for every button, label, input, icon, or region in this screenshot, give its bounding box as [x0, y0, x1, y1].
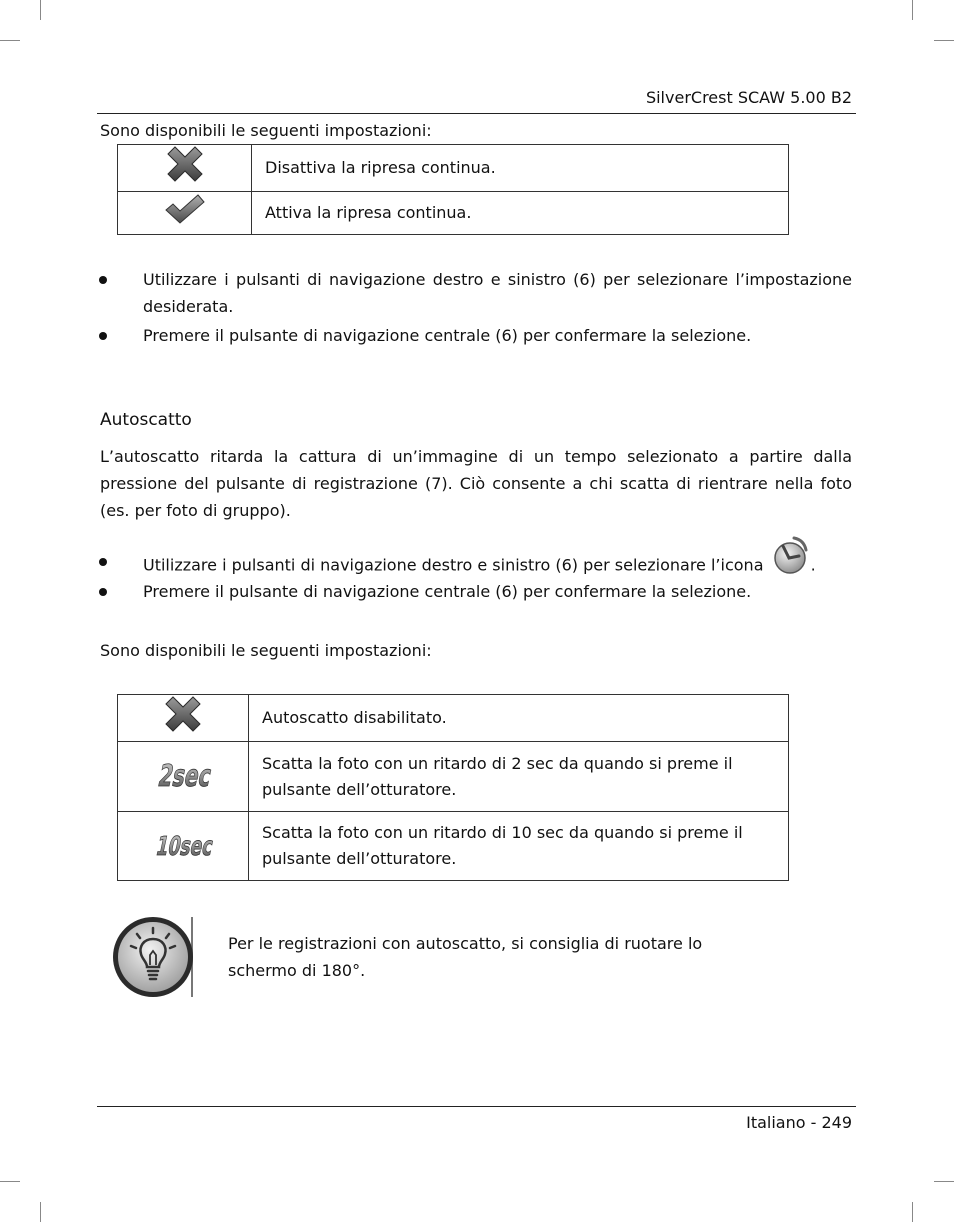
table-icon-cell	[118, 812, 249, 881]
bullet	[99, 588, 107, 596]
section-heading: Autoscatto	[100, 410, 192, 430]
bullet	[99, 276, 107, 284]
table-description: Scatta la foto con un ritardo di 2 sec da quando si preme il pulsante dell’otturatore.	[249, 742, 789, 812]
header-rule	[97, 113, 856, 114]
table-row	[118, 145, 789, 192]
table-row	[118, 192, 789, 235]
crop-mark	[0, 40, 20, 41]
instruction-text-part: .	[810, 555, 816, 575]
table-row	[118, 695, 789, 742]
timer-10sec-icon	[151, 817, 245, 867]
timer-10sec-label: 10sec	[153, 832, 245, 862]
selftimer-icon	[769, 534, 811, 584]
footer-rule	[97, 1106, 856, 1107]
lightbulb-icon	[110, 915, 196, 999]
check-icon	[164, 193, 206, 225]
settings-intro: Sono disponibili le seguenti impostazioni:	[100, 641, 432, 660]
instruction-text: Utilizzare i pulsanti di navigazione destro e sinistro (6) per selezionare l’impostazione desiderata.	[143, 270, 852, 316]
table-description: Disattiva la ripresa continua.	[252, 145, 789, 192]
bullet	[99, 332, 107, 340]
table-icon-cell	[118, 695, 249, 742]
table-description: Scatta la foto con un ritardo di 10 sec da quando si preme il pulsante dell’otturatore.	[249, 812, 789, 881]
crop-mark	[934, 1181, 954, 1182]
crop-mark	[40, 0, 41, 20]
crop-mark	[40, 1202, 41, 1222]
table-row	[118, 742, 789, 812]
crop-mark	[0, 1181, 20, 1182]
timer-2sec-icon	[151, 748, 240, 798]
instruction-text: Premere il pulsante di navigazione centrale (6) per confermare la selezione.	[143, 326, 752, 345]
table-icon-cell	[118, 742, 249, 812]
cross-icon	[162, 695, 204, 733]
crop-mark	[912, 1202, 913, 1222]
timer-2sec-label: 2sec	[155, 758, 240, 794]
header-title: SilverCrest SCAW 5.00 B2	[645, 88, 852, 107]
crop-mark	[934, 40, 954, 41]
page-number: Italiano - 249	[746, 1113, 852, 1132]
table-row	[118, 812, 789, 881]
cross-icon	[164, 145, 206, 183]
section-paragraph: L’autoscatto ritarda la cattura di un’immagine di un tempo selezionato a partire dalla pressione del pulsante di registrazione (7). Ciò consente a chi scatta di rientrare nella foto (es. per foto di gruppo).	[100, 447, 852, 520]
table-icon-cell	[118, 192, 252, 235]
continuous-settings-table	[117, 144, 789, 235]
table-description: Attiva la ripresa continua.	[252, 192, 789, 235]
settings-intro: Sono disponibili le seguenti impostazioni:	[100, 121, 432, 140]
bullet	[99, 558, 107, 566]
table-icon-cell	[118, 145, 252, 192]
selftimer-settings-table	[117, 694, 789, 881]
tip-icon-wrapper	[110, 915, 196, 999]
table-description: Autoscatto disabilitato.	[249, 695, 789, 742]
instruction-text-part: Utilizzare i pulsanti di navigazione destro e sinistro (6) per selezionare l’icona	[143, 555, 764, 575]
tip-text: Per le registrazioni con autoscatto, si consiglia di ruotare lo schermo di 180°.	[228, 934, 703, 980]
instruction-text: Premere il pulsante di navigazione centrale (6) per confermare la selezione.	[143, 582, 752, 601]
crop-mark	[912, 0, 913, 20]
